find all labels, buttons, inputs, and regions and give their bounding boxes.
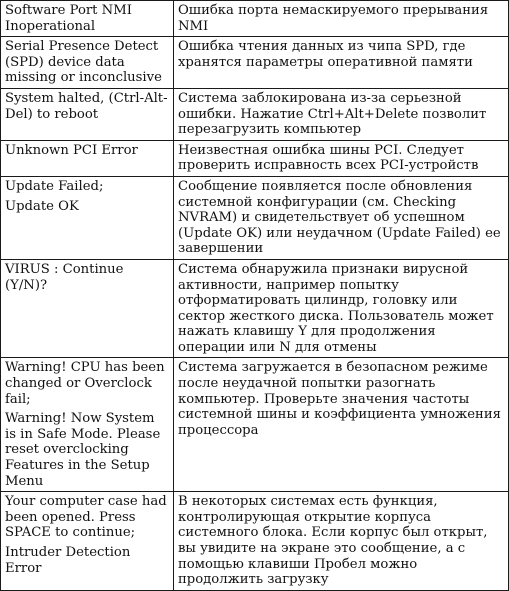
message-cell <box>1 1 174 37</box>
description-text: Система обнаружила признаки вирусной активности, например попытку отформатировать цилиндр, головку или сектор жесткого диска. Пользователь может нажать клавишу Y для продолжения операции или N для отмены <box>178 261 494 355</box>
message-text: Unknown PCI Error <box>5 142 138 158</box>
description-cell <box>174 140 509 176</box>
table-row <box>1 37 509 89</box>
table-row <box>1 492 509 591</box>
message-text: Update Failed; <box>5 178 104 194</box>
description-cell <box>174 492 509 591</box>
message-text: Your computer case had been opened. Press SPACE to continue; <box>5 494 167 541</box>
description-text: Ошибка чтения данных из чипа SPD, где хранятся параметры оперативной памяти <box>178 39 473 70</box>
message-cell <box>1 259 174 358</box>
message-text: System halted, (Ctrl-Alt-Del) to reboot <box>5 90 168 122</box>
message-cell <box>1 88 174 140</box>
description-text: Сообщение появляется после обновления системной конфигурации (см. Checking NVRAM) и свидетельствует об успешном (Update OK) или неудачном (Update Failed) ее завершении <box>178 178 501 257</box>
description-cell <box>174 88 509 140</box>
message-cell <box>1 358 174 492</box>
table-row <box>1 176 509 259</box>
table-row <box>1 358 509 492</box>
description-cell <box>174 1 509 37</box>
table-row <box>1 140 509 176</box>
message-text: Intruder Detection Error <box>5 545 131 576</box>
table-row <box>1 88 509 140</box>
message-cell <box>1 37 174 89</box>
message-text: VIRUS : Continue (Y/N)? <box>5 261 124 293</box>
message-text: Warning! Now System is in Safe Mode. Please reset overclocking Features in the Setup Menu <box>5 411 161 489</box>
message-text: Software Port NMI Inoperational <box>5 3 132 34</box>
message-text: Update OK <box>5 198 79 214</box>
description-cell <box>174 259 509 358</box>
description-text: Ошибка порта немаскируемого прерывания NMI <box>178 3 489 34</box>
description-cell <box>174 358 509 492</box>
message-cell <box>1 140 174 176</box>
table-row <box>1 1 509 37</box>
message-cell <box>1 176 174 259</box>
description-text: В некоторых системах есть функция, контролирующая открытие корпуса системного блока. Если корпус был открыт, вы увидите на экране это сообщение, а с помощью клавиши Пробел можно продолжить загрузку <box>178 494 488 588</box>
description-text: Система заблокирована из-за серьезной ошибки. Нажатие Ctrl+Alt+Delete позволит перезагрузить компьютер <box>178 90 487 138</box>
message-text: Warning! CPU has been changed or Overclock fail; <box>5 360 165 407</box>
description-cell <box>174 176 509 259</box>
message-text: Serial Presence Detect (SPD) device data missing or inconclusive <box>5 39 162 86</box>
table-row <box>1 259 509 358</box>
description-text: Система загружается в безопасном режиме после неудачной попытки разогнать компьютер. Проверьте значения частоты системной шины и коэффициента умножения процессора <box>178 360 501 438</box>
description-cell <box>174 37 509 89</box>
message-cell <box>1 492 174 591</box>
description-text: Неизвестная ошибка шины PCI. Следует проверить исправность всех PCI-устройств <box>178 142 479 174</box>
